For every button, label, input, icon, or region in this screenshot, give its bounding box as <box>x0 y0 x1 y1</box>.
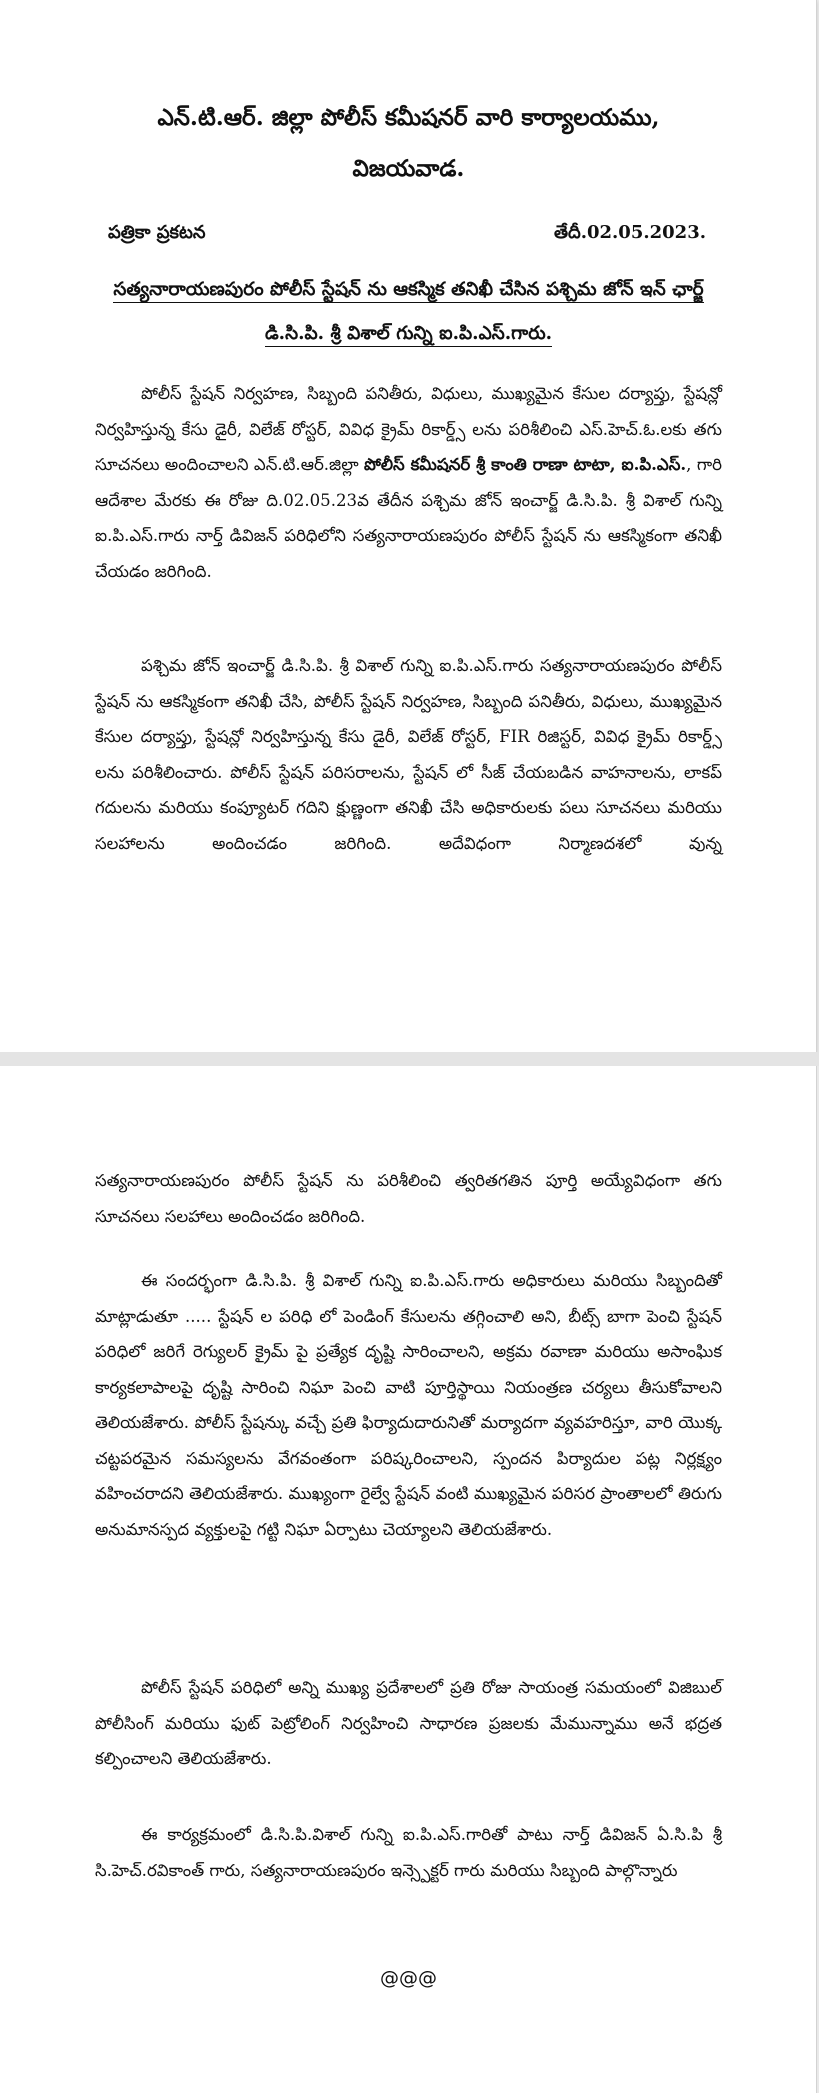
release-date: తేదీ.02.05.2023. <box>554 222 706 243</box>
subject-line-2-text: డి.సి.పి. శ్రీ విశాల్ గున్ని ఐ.పి.ఎస్.గారు. <box>265 323 552 347</box>
paragraph-1 <box>95 376 722 589</box>
page-separator <box>0 1052 819 1066</box>
paragraph-6: ఈ కార్యక్రమంలో డి.సి.పి.విశాల్ గున్ని ఐ.పి.ఎస్.గారితో పాటు నార్త్ డివిజన్ ఏ.సి.పి శ్రీ సి.హెచ్.రవికాంత్ గారు, సత్యనారాయణపురం ఇన్స్పెక్టర్ గారు మరియు సిబ్బంది పాల్గొన్నారు <box>95 1825 722 1880</box>
paragraph-1-intro: పోలీస్ స్టేషన్ నిర్వహణ, సిబ్బంది పనితీరు, విధులు, ముఖ్యమైన కేసుల దర్యాప్తు, స్టేషన్లో నిర్వహిస్తున్న కేసు డైరీ, విలేజ్ రోస్టర్, వివిధ క్రైమ్ రికార్డ్స్ లను పరిశీలించి ఎస్.హెచ్.ఓ.లకు తగు సూచనలు అందించాలని ఎన్.టి.ఆర్.జిల్లా <box>95 384 722 474</box>
paragraph-4: ఈ సందర్భంగా డి.సి.పి. శ్రీ విశాల్ గున్ని ఐ.పి.ఎస్.గారు అధికారులు మరియు సిబ్బందితో మాట్లాడుతూ ..... స్టేషన్ ల పరిధి లో పెండింగ్ కేసులను తగ్గించాలి అని, బీట్స్ బాగా పెంచి స్టేషన్ పరిధిలో జరిగే రెగ్యులర్ క్రైమ్ పై ప్రత్యేక దృష్టి సారించాలని, అక్రమ రవాణా మరియు అసాంఘిక కార్యకలాపాలపై దృష్టి సారించి నిఘా పెంచి వాటి పూర్తిస్థాయి నియంత్రణ చర్యలు తీసుకోవాలని తెలియజేశారు. పోలీస్ స్టేషన్కు వచ్చే ప్రతి ఫిర్యాదుదారునితో మర్యాదగా వ్యవహరిస్తూ, వారి యొక్క చట్టపరమైన సమస్యలను వేగవంతంగా పరిష్కరించాలని, స్పందన పిర్యాదుల పట్ల నిర్లక్ష్యం వహించరాదని తెలియజేశారు. ముఖ్యంగా రైల్వే స్టేషన్ వంటి ముఖ్యమైన పరిసర ప్రాంతాలలో తిరుగు అనుమానస్పద వ్యక్తులపై గట్టి నిఘా ఏర్పాటు చెయ్యాలని తెలియజేశారు. <box>95 1271 722 1539</box>
paragraph-1-rest: , గారి ఆదేశాల మేరకు ఈ రోజు ది.02.05.23వ తేదీన పశ్చిమ జోన్ ఇంచార్జ్ డి.సి.పి. శ్రీ విశాల్ గున్ని ఐ.పి.ఎస్.గారు నార్త్ డివిజన్ పరిధిలోని సత్యనారాయణపురం పోలీస్ స్టేషన్ ను ఆకస్మికంగా తనిఖీ చేయడం జరిగింది. <box>95 455 722 581</box>
subject-line-2 <box>0 320 817 348</box>
office-title: ఎన్.టి.ఆర్. జిల్లా పోలీస్ కమీషనర్ వారి కార్యాలయము, <box>157 104 660 131</box>
paragraph-3: సత్యనారాయణపురం పోలీస్ స్టేషన్ ను పరిశీలించి త్వరితగతిన పూర్తి అయ్యేవిధంగా తగు సూచనలు సలహాలు అందించడం జరిగింది. <box>95 1171 722 1226</box>
paragraph-5: పోలీస్ స్టేషన్ పరిధిలో అన్ని ముఖ్య ప్రదేశాలలో ప్రతి రోజు సాయంత్ర సమయంలో విజిబుల్ పోలీసింగ్ మరియు ఫుట్ పెట్రోలింగ్ నిర్వహించి సాధారణ ప్రజలకు మేమున్నాము అనే భద్రత కల్పించాలని తెలియజేశారు. <box>95 1678 722 1768</box>
paragraph-2: పశ్చిమ జోన్ ఇంచార్జ్ డి.సి.పి. శ్రీ విశాల్ గున్ని ఐ.పి.ఎస్.గారు సత్యనారాయణపురం పోలీస్ స్టేషన్ ను ఆకస్మికంగా తనిఖీ చేసి, పోలీస్ స్టేషన్ నిర్వహణ, సిబ్బంది పనితీరు, విధులు, ముఖ్యమైన కేసుల దర్యాప్తు, స్టేషన్లో నిర్వహిస్తున్న కేసు డైరీ, విలేజ్ రోస్టర్, FIR రిజిస్టర్, వివిధ క్రైమ్ రికార్డ్స్ లను పరిశీలించారు. పోలీస్ స్టేషన్ పరిసరాలను, స్టేషన్ లో సీజ్ చేయబడిన వాహనాలను, లాకప్ గదులను మరియు కంప్యూటర్ గదిని క్షుణ్ణంగా తనిఖీ చేసి అధికారులకు పలు సూచనలు మరియు సలహాలను అందించడం జరిగింది. అదేవిధంగా నిర్మాణదశలో వున్న <box>95 656 722 853</box>
press-release-label: పత్రికా ప్రకటన <box>108 222 206 243</box>
subject-line-1 <box>0 276 817 304</box>
closing-mark: @@@ <box>380 1967 437 1989</box>
office-city: విజయవాడ. <box>352 155 465 182</box>
commissioner-name: పోలీస్ కమీషనర్ శ్రీ కాంతి రాణా టాటా, ఐ.పి.ఎస్. <box>364 454 687 474</box>
subject-line-1-text: సత్యనారాయణపురం పోలీస్ స్టేషన్ ను ఆకస్మిక తనిఖీ చేసిన పశ్చిమ జోన్ ఇన్ ఛార్జ్ <box>113 279 703 303</box>
